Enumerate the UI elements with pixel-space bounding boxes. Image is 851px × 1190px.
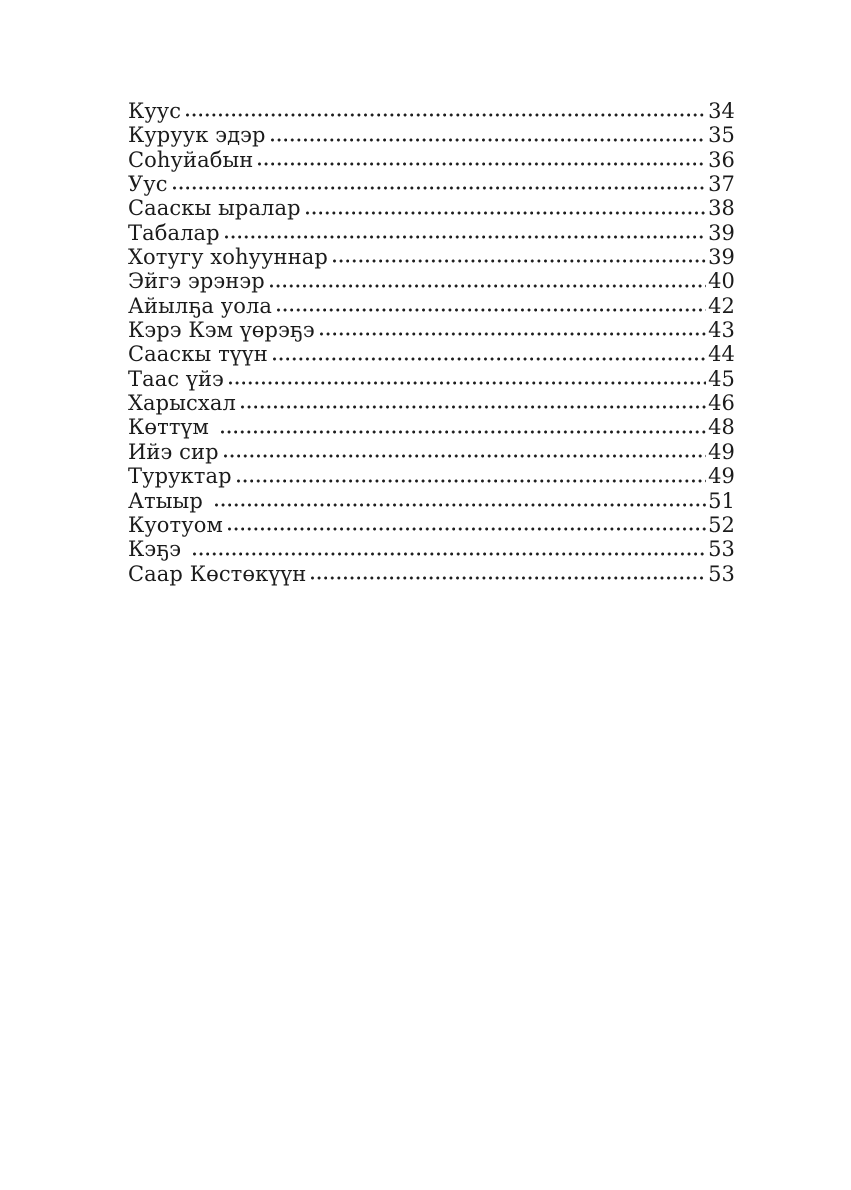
dot-leader	[225, 233, 706, 241]
table-of-contents	[128, 99, 735, 586]
toc-entry-page-number: 51	[708, 488, 735, 513]
toc-entry	[128, 294, 735, 318]
toc-entry-page-number: 48	[708, 415, 735, 440]
toc-entry-title: Айылҕа уола	[128, 293, 272, 318]
toc-entry-title: Куотуом	[128, 512, 223, 537]
dot-leader	[215, 501, 706, 509]
toc-entry-page-number: 44	[708, 342, 735, 367]
toc-entry	[128, 464, 735, 488]
toc-entry-title: Туруктар	[128, 464, 232, 489]
toc-entry-page-number: 52	[708, 512, 735, 537]
toc-entry-page-number: 40	[708, 269, 735, 294]
toc-entry	[128, 318, 735, 342]
dot-leader	[320, 330, 706, 338]
dot-leader	[193, 550, 706, 558]
toc-entry	[128, 367, 735, 391]
toc-entry-page-number: 36	[708, 147, 735, 172]
dot-leader	[271, 136, 707, 144]
toc-entry-title: Сааскы ыралар	[128, 196, 301, 221]
dot-leader	[273, 355, 706, 363]
toc-entry-page-number: 45	[708, 366, 735, 391]
toc-entry-page-number: 49	[708, 464, 735, 489]
toc-entry-title: Кэрэ Кэм үөрэҕэ	[128, 318, 315, 343]
toc-entry-page-number: 38	[708, 196, 735, 221]
toc-entry-title: Куруук эдэр	[128, 123, 266, 148]
toc-entry	[128, 342, 735, 366]
toc-entry-title: Куус	[128, 99, 182, 123]
toc-entry-title: Сааскы түүн	[128, 342, 268, 367]
dot-leader	[258, 160, 706, 168]
toc-entry-title: Эйгэ эрэнэр	[128, 269, 265, 294]
toc-entry	[128, 148, 735, 172]
toc-entry	[128, 172, 735, 196]
dot-leader	[221, 428, 706, 436]
toc-entry	[128, 562, 735, 586]
toc-entry	[128, 123, 735, 147]
toc-entry	[128, 245, 735, 269]
toc-entry-page-number: 46	[708, 391, 735, 416]
toc-entry-page-number: 34	[708, 99, 735, 123]
dot-leader	[306, 209, 706, 217]
dot-leader	[173, 184, 706, 192]
toc-entry-title: Таас үйэ	[128, 366, 224, 391]
dot-leader	[186, 111, 706, 119]
toc-entry-title: Атыыр	[128, 488, 210, 513]
toc-entry-page-number: 49	[708, 439, 735, 464]
dot-leader	[311, 574, 706, 582]
dot-leader	[237, 477, 706, 485]
toc-entry	[128, 269, 735, 293]
toc-entry-title: Табалар	[128, 220, 220, 245]
toc-entry	[128, 221, 735, 245]
toc-entry-title: Саар Көстөкүүн	[128, 561, 307, 586]
dot-leader	[277, 306, 706, 314]
toc-entry	[128, 489, 735, 513]
toc-entry	[128, 391, 735, 415]
dot-leader	[229, 379, 706, 387]
toc-entry-page-number: 53	[708, 537, 735, 562]
toc-entry-page-number: 35	[708, 123, 735, 148]
toc-entry-page-number: 37	[708, 172, 735, 197]
dot-leader	[228, 525, 706, 533]
toc-entry-title: Уус	[128, 172, 168, 197]
toc-entry-page-number: 43	[708, 318, 735, 343]
toc-entry-page-number: 39	[708, 245, 735, 270]
toc-entry-page-number: 39	[708, 220, 735, 245]
dot-leader	[270, 282, 706, 290]
toc-entry	[128, 196, 735, 220]
dot-leader	[224, 452, 706, 460]
toc-entry	[128, 537, 735, 561]
toc-entry-title: Ийэ сир	[128, 439, 219, 464]
toc-entry-page-number: 42	[708, 293, 735, 318]
toc-entry-title: Хотугу хоһууннар	[128, 245, 328, 270]
toc-entry	[128, 99, 735, 123]
toc-entry-title: Соһуйабын	[128, 147, 254, 172]
dot-leader	[333, 257, 706, 265]
toc-entry-title: Харысхал	[128, 391, 236, 416]
toc-entry-title: Көттүм	[128, 415, 216, 440]
toc-entry	[128, 513, 735, 537]
toc-entry-page-number: 53	[708, 561, 735, 586]
toc-entry	[128, 415, 735, 439]
toc-entry-title: Кэҕэ	[128, 537, 188, 562]
dot-leader	[241, 403, 706, 411]
toc-entry	[128, 440, 735, 464]
